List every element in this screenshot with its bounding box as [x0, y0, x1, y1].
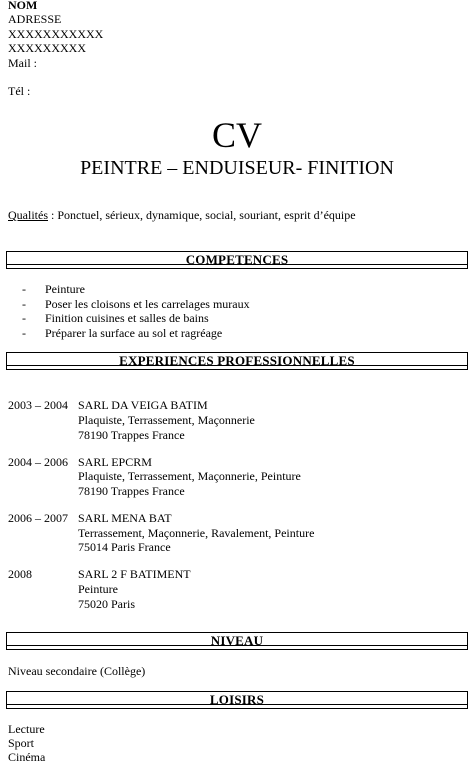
name-label: NOM	[8, 0, 38, 12]
section-experiences	[6, 352, 468, 370]
list-item: - Finition cuisines et salles de bains	[22, 311, 209, 325]
section-competences	[6, 251, 468, 269]
experience-role: Terrassement, Maçonnerie, Ravalement, Peinture	[78, 526, 315, 540]
experience-place: 78190 Trappes France	[78, 484, 185, 498]
loisir-item: Lecture	[8, 722, 45, 736]
experience-role: Plaquiste, Terrassement, Maçonnerie	[78, 413, 255, 427]
experience-years: 2008	[8, 567, 32, 581]
cv-title: CV	[211, 115, 262, 155]
section-title-competences: COMPETENCES	[185, 252, 289, 267]
section-title-niveau: NIVEAU	[210, 633, 264, 648]
job-subtitle: PEINTRE – ENDUISEUR- FINITION	[80, 157, 394, 179]
section-loisirs	[6, 691, 468, 709]
experience-place: 78190 Trappes France	[78, 428, 185, 442]
qualities-line	[8, 208, 356, 223]
section-underline	[7, 264, 467, 265]
experience-place: 75020 Paris	[78, 597, 135, 611]
phone-label: Tél :	[8, 84, 31, 98]
section-title-loisirs: LOISIRS	[209, 692, 265, 707]
niveau-text: Niveau secondaire (Collège)	[8, 664, 146, 678]
loisir-item: Cinéma	[8, 750, 46, 764]
mail-label: Mail :	[8, 56, 37, 70]
competences-list	[22, 282, 250, 340]
list-item: - Poser les cloisons et les carrelages muraux	[22, 296, 250, 311]
section-title-experiences: EXPERIENCES PROFESSIONNELLES	[119, 353, 355, 368]
address-line-2: XXXXXXXXX	[8, 41, 86, 55]
experience-company: SARL 2 F BATIMENT	[78, 567, 191, 581]
qualities-text: : Ponctuel, sérieux, dynamique, social, souriant, esprit d’équipe	[48, 208, 356, 222]
address-line-1: XXXXXXXXXXX	[8, 27, 104, 41]
section-underline	[7, 704, 467, 705]
section-underline	[7, 365, 467, 366]
list-item: - Préparer la surface au sol et ragréage	[22, 325, 223, 340]
experience-role: Plaquiste, Terrassement, Maçonnerie, Peinture	[78, 469, 301, 483]
experience-company: SARL EPCRM	[78, 455, 152, 469]
qualities-label: Qualités	[8, 208, 48, 222]
section-niveau	[6, 632, 468, 650]
experience-years: 2004 – 2006	[8, 455, 68, 469]
section-underline	[7, 645, 467, 646]
list-item: - Peinture	[22, 282, 85, 296]
experience-years: 2003 – 2004	[8, 398, 68, 412]
experience-place: 75014 Paris France	[78, 540, 171, 554]
experience-years: 2006 – 2007	[8, 511, 68, 525]
experience-role: Peinture	[78, 582, 118, 596]
loisir-item: Sport	[8, 736, 35, 750]
address-label: ADRESSE	[8, 12, 62, 26]
experience-company: SARL DA VEIGA BATIM	[78, 398, 208, 412]
experience-company: SARL MENA BAT	[78, 511, 172, 525]
